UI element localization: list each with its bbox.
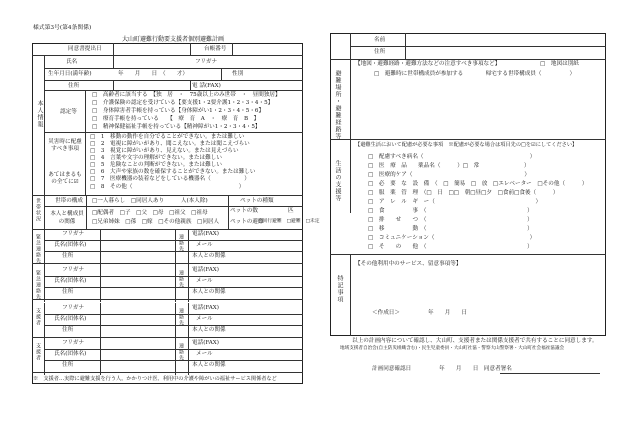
creation-date: ＜作成日＞ 年 月 日 bbox=[372, 310, 468, 316]
household-comp-value[interactable]: □一人暮らし □同居人あり 人(本人除) bbox=[92, 198, 208, 204]
consent-parties: 地域支援者自治会(自主防災組織含む)・民生児童委員・大山町社協・警察大山警察署・大山町社会福祉協議会 bbox=[340, 346, 565, 351]
care-item[interactable]: □ 配慮すべき病名（ ） bbox=[368, 154, 536, 160]
contact-label: 連絡先 bbox=[178, 308, 184, 326]
disaster-label: 災害時に配慮すべき事項 bbox=[48, 139, 82, 153]
applicable-note: あてはまるもの全てに☑ bbox=[48, 172, 82, 186]
care-item[interactable]: □ そ の 他 （ ） bbox=[368, 244, 533, 250]
cert-item-1[interactable]: □ 高齢者に該当する 【独 居 ・ 75歳以上のみ世帯 ・ 昼間独居】 bbox=[92, 92, 281, 98]
care-item[interactable]: □ 食 事 （ ） bbox=[368, 208, 533, 214]
special-title: 【その他利用中のサービス、留意事項等】 bbox=[355, 261, 462, 267]
cert-item-3[interactable]: □ 身体障害者手帳を持っている【身体障がい1・2・3・4・5・6】 bbox=[92, 108, 265, 114]
furigana-field: フリガナ bbox=[62, 340, 85, 346]
principal-section-label: 本人情報 bbox=[36, 100, 43, 128]
disaster-item-8[interactable]: □ 8 その他（ ） bbox=[90, 184, 245, 190]
contact-group-label: 支援者 bbox=[35, 308, 41, 326]
disaster-item-7[interactable]: □ 7 医療機器の装着などをしている機器名（ ） bbox=[90, 176, 250, 182]
cert-label: 認定等 bbox=[60, 109, 77, 115]
pet-care-value[interactable]: □同行避難 □避難 □未定 bbox=[258, 219, 320, 224]
address-field: 住所 bbox=[62, 289, 74, 295]
name-label: 氏名 bbox=[66, 59, 78, 65]
relation-field: 本人との関係 bbox=[192, 327, 226, 333]
evacuation-section-label: 避難場所・避難経路等 bbox=[334, 70, 341, 140]
furigana-field: フリガナ bbox=[62, 267, 85, 273]
relation-field: 本人との関係 bbox=[192, 289, 226, 295]
mail-field: メール bbox=[196, 316, 213, 322]
relation-label: 本人と構成員の関係 bbox=[50, 211, 84, 225]
form-number: 様式第3号(第4条関係) bbox=[33, 25, 92, 31]
furigana-label: フリガナ bbox=[195, 59, 218, 65]
relation-field: 本人との関係 bbox=[192, 253, 226, 259]
evacuation-map-check[interactable]: □ 地図は別紙 bbox=[540, 61, 579, 67]
name-field: 氏名(団体名) bbox=[54, 351, 87, 357]
cert-item-2[interactable]: □ 介護保険の認定を受けている【要支援1・2要介護1・2・3・4・5】 bbox=[92, 100, 274, 106]
plan-consent-date: 計画同意確認日 年 月 日 同意者署名 bbox=[372, 366, 512, 372]
evacuation-title: 【地図・避難経路・避難方法などの注意すべき事項など】 bbox=[355, 61, 501, 67]
right-name-label: 名前 bbox=[374, 37, 386, 43]
relation-value[interactable]: □配偶者 □子 □父 □母 □祖父 □祖母 bbox=[92, 210, 208, 216]
care-item[interactable]: □ 必 要 な 設 備 （ □ 簡易 □ 放 □エレベーター □その他（ ） bbox=[368, 181, 588, 187]
special-section-label: 特記事項 bbox=[336, 275, 343, 303]
contact-label: 連絡先 bbox=[178, 270, 184, 288]
relation-field: 本人との関係 bbox=[192, 362, 226, 368]
care-item[interactable]: □ 移 動 （ ） bbox=[368, 226, 533, 232]
pet-care-label: ペットの避難 bbox=[230, 219, 264, 225]
pet-count-label: ペットの数 bbox=[230, 208, 258, 214]
footnote: ※ 支援者…実際に避難支援を行う人。かかりつけ医、利用中の介護や障がいの福祉サービス関係者など bbox=[33, 376, 277, 382]
address-label: 住所 bbox=[68, 83, 80, 89]
disaster-item-6[interactable]: □ 6 大声や家族の数を確保することができない。または難しい bbox=[90, 169, 256, 175]
disaster-item-3[interactable]: □ 3 視覚に障がいがあり、見えない。または見えづらい bbox=[90, 148, 239, 154]
disaster-item-1[interactable]: □ 1 移動の動作を自分でることができない。または難しい bbox=[90, 134, 245, 140]
pet-type-label: ペットの種類 bbox=[240, 198, 274, 204]
contact-group-label: 支援者 bbox=[35, 343, 41, 361]
consent-text: 以上の計画内容について確認し、大山町、支援者または関係支援者で共有することに同意します。 bbox=[352, 338, 598, 344]
mail-field: メール bbox=[196, 242, 213, 248]
consent-date-label: 同意書提出日 bbox=[68, 46, 102, 52]
sex-label: 性別 bbox=[232, 71, 244, 77]
contact-group-label: 緊急連絡先 bbox=[35, 234, 41, 264]
cert-item-4[interactable]: □ 療育手帳を持っている 【 療 育 A ・ 療 育 B 】 bbox=[92, 116, 260, 122]
phone-fax-field: 電話(FAX) bbox=[192, 340, 219, 346]
right-address-label: 住所 bbox=[374, 49, 386, 55]
contact-label: 連絡先 bbox=[178, 343, 184, 361]
furigana-field: フリガナ bbox=[62, 231, 85, 237]
name-field: 氏名(団体名) bbox=[54, 316, 87, 322]
address-field: 住所 bbox=[62, 327, 74, 333]
cert-item-5[interactable]: □ 精神保健福祉手帳を持っている【精神障がい1・2・3・4・5】 bbox=[92, 124, 261, 130]
relation-value-2[interactable]: □兄弟姉妹 □孫 □嫁 □その他親族 □同居人 bbox=[92, 219, 220, 225]
care-item[interactable]: □ 服 薬 管 理 （□ 日 □□ 朝□昼□夕 □食前□食後（ ） bbox=[368, 190, 559, 196]
care-item[interactable]: □ 排 せ つ （ ） bbox=[368, 217, 533, 223]
mail-field: メール bbox=[196, 278, 213, 284]
mail-field: メール bbox=[196, 351, 213, 357]
household-comp-label: 世帯の構成 bbox=[55, 198, 83, 204]
birth-fields: 年 月 日 （ 才） bbox=[118, 71, 188, 77]
disaster-item-4[interactable]: □ 4 言葉や文字の理解ができない。または難しい bbox=[90, 155, 222, 161]
care-item[interactable]: □ ア レ ル ギ ー（ ） bbox=[368, 199, 542, 205]
care-item[interactable]: □ コミュニケーション（ ） bbox=[368, 235, 536, 241]
furigana-field: フリガナ bbox=[62, 305, 85, 311]
care-item[interactable]: □ 医 療 品 薬品名（ ）□ 常 ） bbox=[368, 163, 530, 169]
ledger-no-label: 台帳番号 bbox=[204, 46, 227, 52]
care-title: 【避難生活において配慮が必要な事項 ※配慮が必要な場合は項目先の□を☑にしてください】 bbox=[355, 142, 578, 148]
name-field: 氏名(団体名) bbox=[54, 242, 87, 248]
phone-label: 電 話(FAX) bbox=[192, 83, 221, 89]
phone-fax-field: 電話(FAX) bbox=[192, 267, 219, 273]
address-field: 住所 bbox=[62, 362, 74, 368]
care-item[interactable]: □ 医療的ケア（ ） bbox=[368, 172, 530, 178]
disaster-item-2[interactable]: □ 2 電視に障がいがあり、聞こえない。または聞こえづらい bbox=[90, 141, 250, 147]
contact-group-label: 緊急連絡先 bbox=[35, 270, 41, 300]
household-section-label: 世帯状況 bbox=[35, 198, 41, 222]
disaster-item-5[interactable]: □ 5 危険なことの判断ができない。または難しい bbox=[90, 162, 222, 168]
name-field: 氏名(団体名) bbox=[54, 278, 87, 284]
birth-label: 生年月日(満年齢) bbox=[48, 71, 92, 77]
contact-label: 連絡先 bbox=[178, 234, 184, 252]
phone-fax-field: 電話(FAX) bbox=[192, 231, 219, 237]
evacuation-note[interactable]: □ 避難時に世帯構成員が参加する 帰宅する世帯構成員（ ） bbox=[374, 71, 576, 77]
phone-fax-field: 電話(FAX) bbox=[192, 305, 219, 311]
care-section-label: 生活の支援等 bbox=[334, 160, 341, 202]
address-field: 住所 bbox=[62, 253, 74, 259]
page-title: 大山町避難行動要支援者個別避難計画 bbox=[122, 36, 225, 43]
pet-count-unit: 匹 bbox=[288, 208, 294, 214]
